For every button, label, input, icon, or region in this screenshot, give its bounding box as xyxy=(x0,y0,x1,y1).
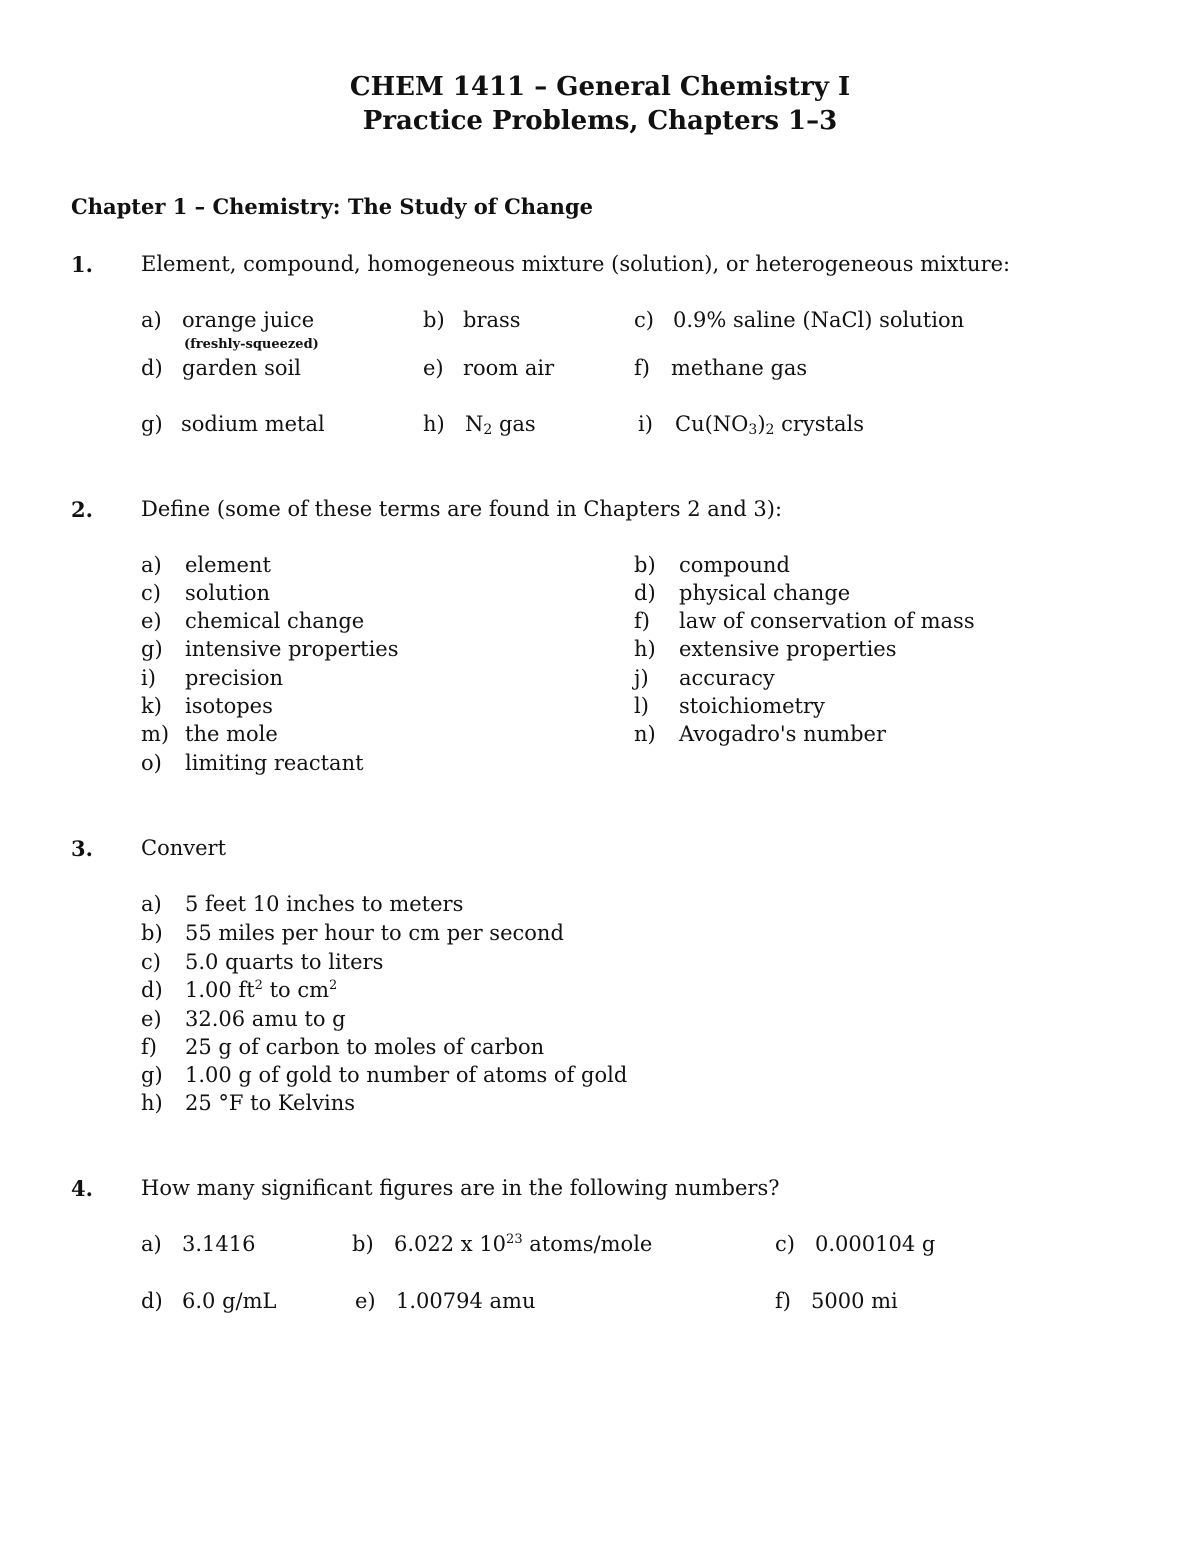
list-item: e) room air xyxy=(423,356,555,380)
list-item: c) 5.0 quarts to liters xyxy=(141,950,384,974)
list-item: i) precision xyxy=(141,666,284,690)
list-item: d) 6.0 g/mL xyxy=(141,1289,277,1313)
list-item: b) brass xyxy=(423,308,521,332)
list-item: f) methane gas xyxy=(634,356,808,380)
list-item: b) 6.022 x $10^{23}$ atoms/mole xyxy=(352,1232,653,1256)
list-item: g) intensive properties xyxy=(141,637,399,661)
list-item: k) isotopes xyxy=(141,694,273,718)
list-item: e) 32.06 amu to g xyxy=(141,1007,346,1031)
list-item: j) accuracy xyxy=(634,666,775,690)
list-item: a) 5 feet 10 inches to meters xyxy=(141,892,464,916)
question-text: Element, compound, homogeneous mixture (solution), or heterogeneous mixture: xyxy=(141,252,1011,276)
chapter-heading: Chapter 1 – Chemistry: The Study of Change xyxy=(71,194,593,219)
list-item: c) 0.9% saline (NaCl) solution xyxy=(634,308,965,332)
list-item: i) $Cu(NO_3)_2$ crystals xyxy=(638,412,865,438)
list-item: f) 5000 mi xyxy=(775,1289,898,1313)
list-item: b) 55 miles per hour to cm per second xyxy=(141,921,564,945)
list-item: f) law of conservation of mass xyxy=(634,609,975,633)
list-item: b) compound xyxy=(634,553,790,577)
list-item: h) extensive properties xyxy=(634,637,897,661)
question-number: 3. xyxy=(71,836,93,861)
list-item: e) chemical change xyxy=(141,609,365,633)
question-number: 4. xyxy=(71,1176,93,1201)
list-item: a) orange juice xyxy=(141,308,315,332)
list-item: e) 1.00794 amu xyxy=(355,1289,536,1313)
list-item: o) limiting reactant xyxy=(141,751,364,775)
page-subtitle: Practice Problems, Chapters 1–3 xyxy=(362,106,838,136)
question-number: 1. xyxy=(71,252,93,277)
list-item: a) 3.1416 xyxy=(141,1232,256,1256)
page-title: CHEM 1411 – General Chemistry I xyxy=(349,72,851,102)
list-item: h) $N_2$ gas xyxy=(423,412,536,438)
list-item: m) the mole xyxy=(141,722,278,746)
list-item: f) 25 g of carbon to moles of carbon xyxy=(141,1035,545,1059)
question-text: Convert xyxy=(141,836,227,860)
list-item: g) sodium metal xyxy=(141,412,325,436)
list-item: c) 0.000104 g xyxy=(775,1232,936,1256)
list-item: c) solution xyxy=(141,581,270,605)
list-item: a) element xyxy=(141,553,271,577)
list-item: g) 1.00 g of gold to number of atoms of gold xyxy=(141,1063,628,1087)
list-item: d) garden soil xyxy=(141,356,301,380)
list-item: l) stoichiometry xyxy=(634,694,825,718)
list-item: n) Avogadro's number xyxy=(634,722,887,746)
list-item: d) physical change xyxy=(634,581,851,605)
list-item: d) 1.00 $ft^2$ to $cm^2$ xyxy=(141,978,338,1002)
list-item: h) 25 °F to Kelvins xyxy=(141,1091,356,1115)
question-text: How many significant figures are in the following numbers? xyxy=(141,1176,780,1200)
item-note: (freshly-squeezed) xyxy=(184,337,319,352)
question-text: Define (some of these terms are found in Chapters 2 and 3): xyxy=(141,497,783,521)
question-number: 2. xyxy=(71,497,93,522)
